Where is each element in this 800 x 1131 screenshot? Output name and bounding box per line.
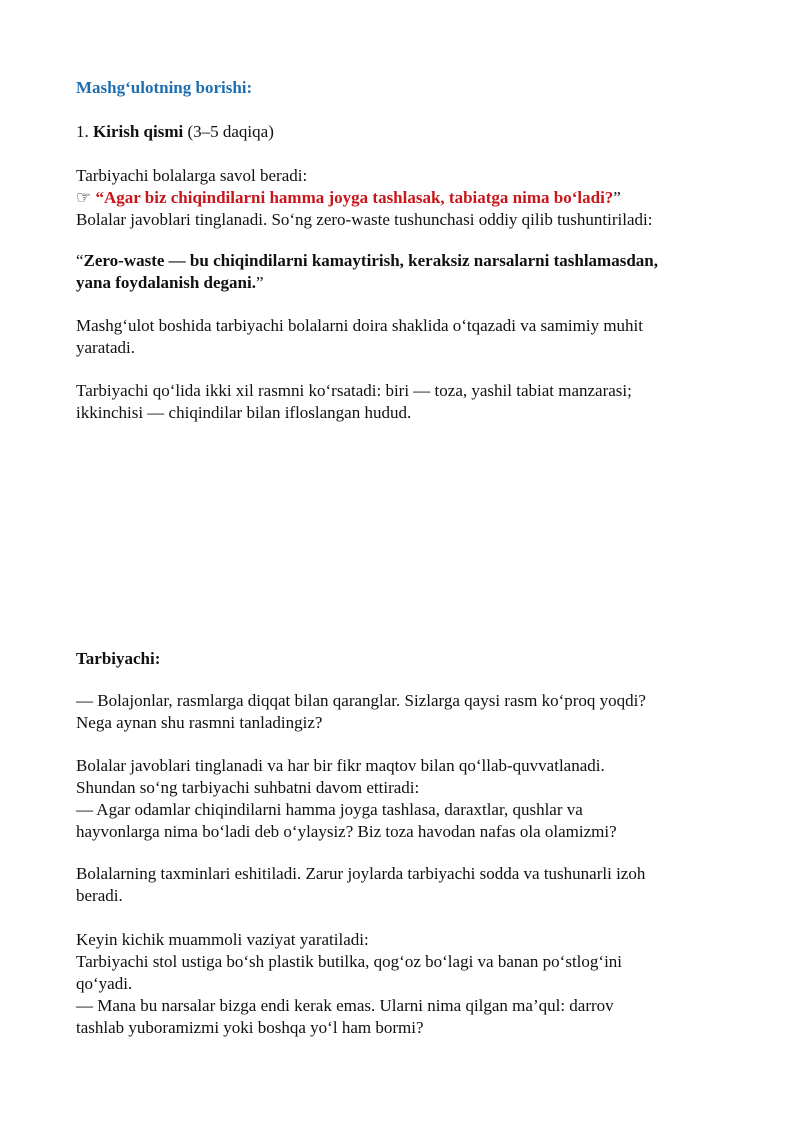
- paragraph-line: — Agar odamlar chiqindilarni hamma joyga tashlasa, daraxtlar, qushlar va: [76, 800, 583, 819]
- quote-open: “: [76, 251, 84, 270]
- definition-line: “Zero-waste — bu chiqindilarni kamaytirish, keraksiz narsalarni tashlamasdan,: [76, 251, 658, 270]
- definition-paragraph: [76, 250, 736, 294]
- paragraph-line: tashlab yuboramizmi yoki boshqa yo‘l ham bormi?: [76, 1018, 424, 1037]
- intro-question: Agar biz chiqindilarni hamma joyga tashlasak, tabiatga nima bo‘ladi?: [104, 188, 614, 207]
- paragraph-line: beradi.: [76, 886, 123, 905]
- teacher-label: Tarbiyachi:: [76, 649, 161, 668]
- circle-paragraph: [76, 315, 736, 359]
- quote-open: “: [91, 188, 104, 207]
- quote-close: ”: [255, 273, 264, 292]
- section-duration: (3–5 daqiqa): [183, 122, 274, 141]
- paragraph-line: Tarbiyachi stol ustiga bo‘sh plastik butilka, qog‘oz bo‘lagi va banan po‘stlog‘ini: [76, 952, 623, 971]
- paragraph-line: hayvonlarga nima bo‘ladi deb o‘ylaysiz? Biz toza havodan nafas ola olamizmi?: [76, 822, 617, 841]
- section-number: 1.: [76, 122, 93, 141]
- paragraph-line: Shundan so‘ng tarbiyachi suhbatni davom ettiradi:: [76, 778, 420, 797]
- paragraph-line: Keyin kichik muammoli vaziyat yaratiladi:: [76, 930, 369, 949]
- pictures-paragraph: [76, 380, 736, 424]
- section-1-title: [76, 121, 736, 143]
- pointing-hand-icon: ☞: [76, 188, 92, 207]
- quote-close: ”: [613, 188, 621, 207]
- problem-paragraph: [76, 929, 736, 1039]
- section-title: Kirish qismi: [93, 122, 184, 141]
- paragraph-line: Bolalarning taxminlari eshitiladi. Zarur joylarda tarbiyachi sodda va tushunarli izoh: [76, 864, 646, 883]
- answers-paragraph: [76, 755, 736, 843]
- paragraph-line: — Bolajonlar, rasmlarga diqqat bilan qaranglar. Sizlarga qaysi rasm ko‘proq yoqdi?: [76, 691, 646, 710]
- guesses-paragraph: [76, 863, 736, 907]
- definition-line: yana foydalanish degani.”: [76, 273, 264, 292]
- paragraph-line: Tarbiyachi qo‘lida ikki xil rasmni ko‘rsatadi: biri — toza, yashil tabiat manzarasi;: [76, 381, 632, 400]
- paragraph-line: Bolalar javoblari tinglanadi va har bir fikr maqtov bilan qo‘llab-quvvatlanadi.: [76, 756, 605, 775]
- intro-line: Tarbiyachi bolalarga savol beradi:: [76, 166, 308, 185]
- teacher-question-paragraph: [76, 690, 736, 734]
- paragraph-line: Mashg‘ulot boshida tarbiyachi bolalarni doira shaklida o‘tqazadi va samimiy muhit: [76, 316, 644, 335]
- paragraph-line: qo‘yadi.: [76, 974, 133, 993]
- paragraph-line: yaratadi.: [76, 338, 135, 357]
- paragraph-line: Nega aynan shu rasmni tanladingiz?: [76, 713, 323, 732]
- intro-question-line: [76, 187, 736, 209]
- intro-paragraph: [76, 165, 736, 231]
- paragraph-line: ikkinchisi — chiqindilar bilan ifloslangan hudud.: [76, 403, 412, 422]
- paragraph-line: — Mana bu narsalar bizga endi kerak emas. Ularni nima qilgan ma’qul: darrov: [76, 996, 614, 1015]
- intro-line: Bolalar javoblari tinglanadi. So‘ng zero-waste tushunchasi oddiy qilib tushuntiriladi:: [76, 210, 653, 229]
- section-heading: Mashg‘ulotning borishi:: [76, 78, 253, 97]
